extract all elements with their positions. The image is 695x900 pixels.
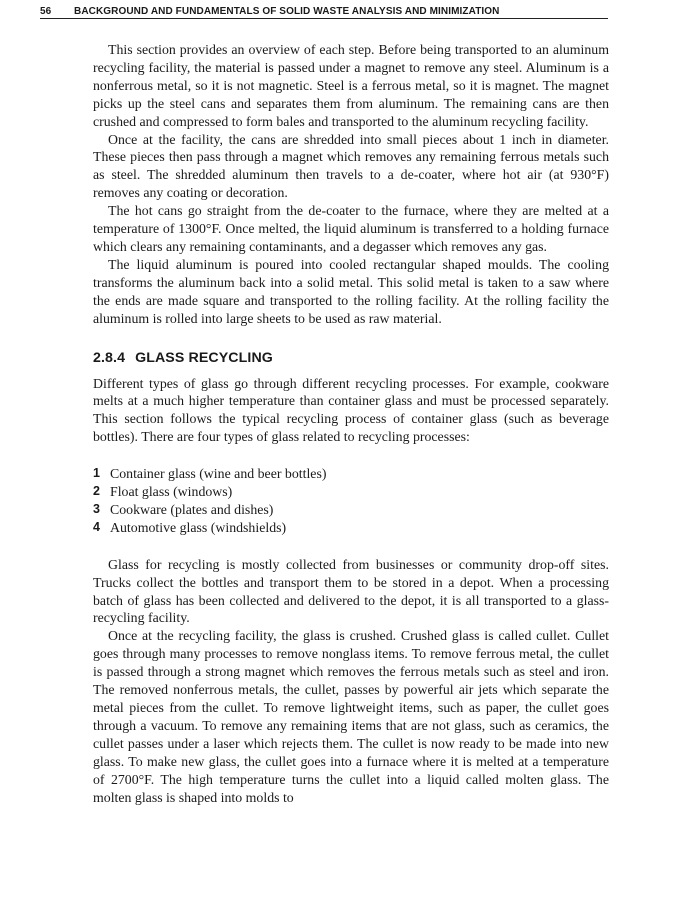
glass-types-list — [93, 465, 609, 537]
spacer — [93, 446, 609, 465]
list-item-text: Automotive glass (windshields) — [110, 519, 287, 535]
spacer — [93, 328, 609, 347]
section-number: 2.8.4 — [93, 349, 126, 366]
page-body — [93, 41, 609, 806]
paragraph-aluminum-moulding: The liquid aluminum is poured into cooled rectangular shaped moulds. The cooling transforms the aluminum back into a solid metal. This solid metal is taken to a saw where the ends are made square and transported to the rolling facility. At the rolling facility the aluminum is rolled into large sheets to be used as raw material. — [93, 256, 609, 326]
section-title: GLASS RECYCLING — [135, 349, 273, 366]
spacer — [93, 537, 609, 556]
list-item — [93, 519, 609, 537]
list-item-number: 3 — [93, 501, 100, 516]
list-item — [93, 501, 609, 519]
paragraph-glass-intro: Different types of glass go through different recycling processes. For example, cookware melts at a much higher temperature than container glass and must be processed separately. This section follows the typical recycling process of container glass (such as beverage bottles). There are four types of glass related to recycling processes: — [93, 375, 609, 445]
paragraph-glass-processing: Once at the recycling facility, the glass is crushed. Crushed glass is called cullet. Cullet goes through many processes to remove nonglass items. To remove ferrous metal, the cullet is passed through a strong magnet which removes the ferrous metals such as steel and iron. The removed nonferrous metals, the cullet, passes by powerful air jets which separate the metal pieces from the cullet. To remove lightweight items, such as paper, the cullet goes through a vacuum. To remove any remaining items that are not glass, such as ceramics, the cullet passes under a laser which rejects them. The cullet is now ready to be made into new glass. To make new glass, the cullet goes into a furnace where it is melted at a temperature of 2700°F. The high temperature turns the cullet into a liquid called molten glass. The molten glass is shaped into molds to — [93, 628, 609, 805]
running-header — [40, 5, 608, 19]
running-title: BACKGROUND AND FUNDAMENTALS OF SOLID WASTE ANALYSIS AND MINIMIZATION — [74, 6, 500, 17]
page-number: 56 — [40, 6, 52, 17]
paragraph-aluminum-overview: This section provides an overview of each step. Before being transported to an aluminum recycling facility, the material is passed under a magnet to remove any steel. Aluminum is a nonferrous metal, so it is not magnetic. Steel is a ferrous metal, so it is magnet. The magnet picks up the steel cans and separates them from aluminum. The remaining cans are then crushed and compressed to form bales and transported to the aluminum recycling facility. — [93, 42, 609, 129]
paragraph-glass-collection: Glass for recycling is mostly collected from businesses or community drop-off sites. Trucks collect the bottles and transport them to be stored in a depot. When a processing batch of glass has been collected and delivered to the depot, it is all transported to a glass-recycling facility. — [93, 556, 609, 626]
list-item — [93, 483, 609, 501]
list-item — [93, 465, 609, 483]
list-item-text: Container glass (wine and beer bottles) — [110, 466, 327, 482]
list-item-text: Cookware (plates and dishes) — [110, 501, 274, 517]
list-item-text: Float glass (windows) — [110, 484, 233, 500]
list-item-number: 1 — [93, 466, 100, 481]
list-item-number: 4 — [93, 519, 100, 534]
list-item-number: 2 — [93, 484, 100, 499]
section-heading — [93, 347, 609, 375]
paragraph-aluminum-melting: The hot cans go straight from the de-coater to the furnace, where they are melted at a temperature of 1300°F. Once melted, the liquid aluminum is transferred to a holding furnace which clears any remaining contaminants, and a degasser which removes any gas. — [93, 203, 609, 254]
paragraph-aluminum-shredding: Once at the facility, the cans are shredded into small pieces about 1 inch in diameter. These pieces then pass through a magnet which removes any remaining ferrous metals such as steel. The shredded aluminum then travels to a de-coater, where hot air (at 930°F) removes any coating or decoration. — [93, 131, 609, 201]
